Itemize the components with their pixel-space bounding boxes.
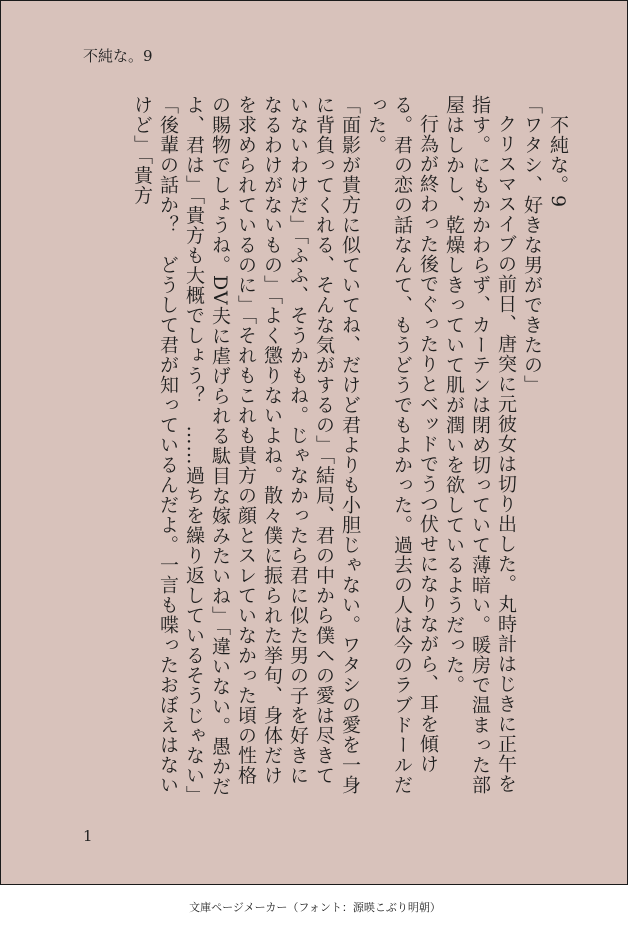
footer-caption: 文庫ページメーカー（フォント：源暎こぶり明朝）	[189, 901, 441, 914]
paragraph-4: 「面影が貴方に似ていてね、だけど君よりも小胆じゃない。ワタシの愛を一身に背負ってくれる、そんな気がするの」「結局、君の中から僕への愛は尽きていないわけだ」「ふふ、そうかもね。じゃなかったら君に似た男の子を好きになるわけがないもの」「よく懲りないよね。散々僕に振られた挙句、身体だけを求められているのに」「それもこれも貴方の顔とスレていなかった頃の性格の賜物でしょうね。DV夫に虐げられる駄目な嫁みたいね」「違いない。愚かだよ、君は」「貴方も大概でしょう？ ……過ちを繰り返しているそうじゃない」「後輩の話か？ どうして君が知っているんだよ。一言も喋ったおぼえはないけど」「貴方	[131, 95, 361, 797]
paragraph-3: 行為が終わった後でぐったりとベッドでうつ伏せになりながら、耳を傾ける。君の恋の話なんて、もうどうでもよかった。過去の人は今のラブドールだった。	[365, 95, 439, 795]
paragraph-2: クリスマスイブの前日、唐突に元彼女は切り出した。丸時計はじきに正午を指す。にもかかわらず、カーテンは閉め切っていて薄暗い。暖房で温まった部屋はしかし、乾燥しきっていて肌が潤いを欲しているようだった。	[443, 95, 517, 795]
story-title: 不純な。9	[547, 115, 569, 209]
vertical-body-text	[73, 95, 571, 800]
paragraph-1: 「ワタシ、好きな男ができたの」	[521, 95, 543, 395]
running-head: 不純な。9	[83, 47, 153, 65]
page-number: 1	[83, 827, 93, 845]
